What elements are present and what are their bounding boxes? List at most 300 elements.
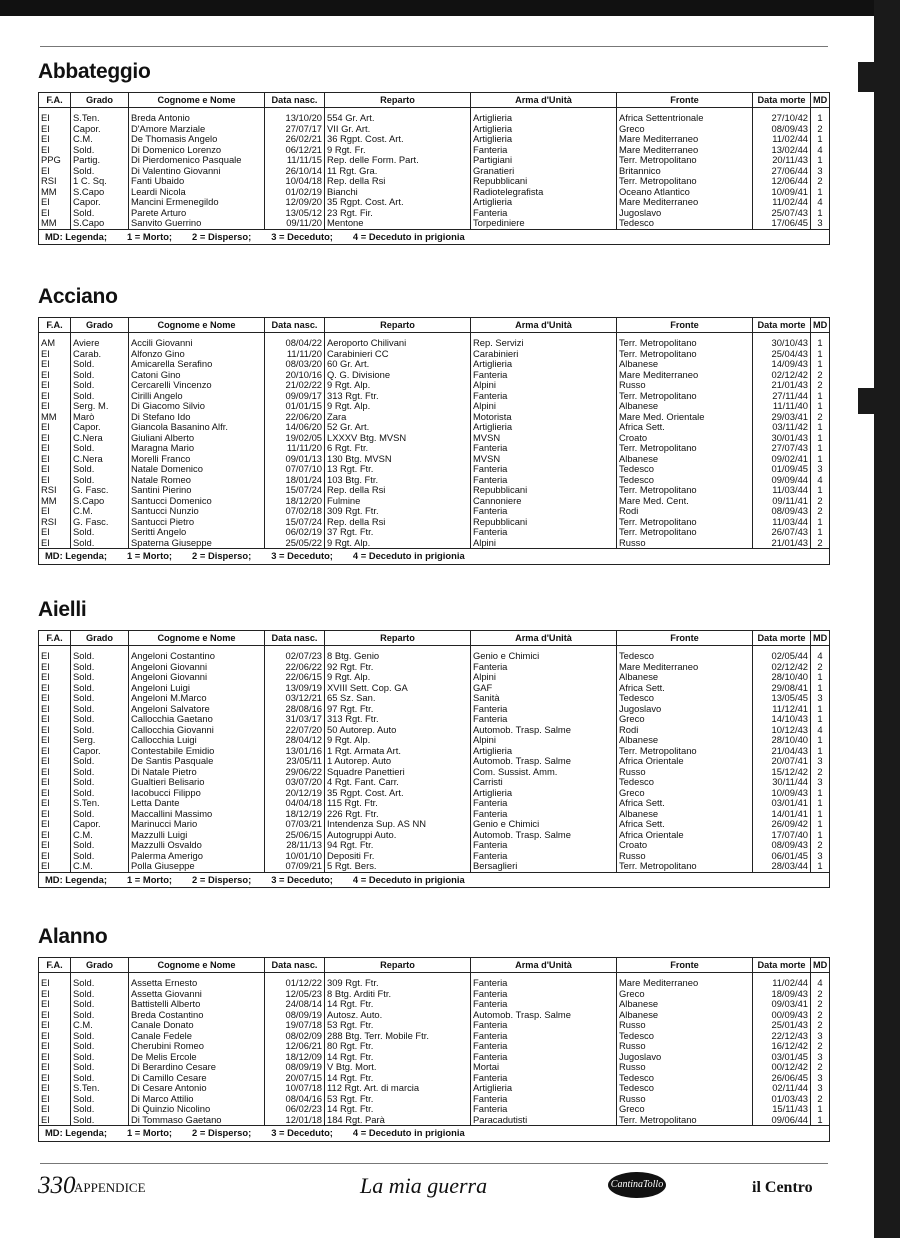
- col-fronte: Tedesco: [617, 1083, 753, 1094]
- col-cognome-nome: Cercarelli Vincenzo: [129, 380, 265, 391]
- col-arma: Fanteria: [471, 989, 617, 1000]
- col-arma: Repubblicani: [471, 176, 617, 187]
- col-fronte: Terr. Metropolitano: [617, 517, 753, 528]
- col-md: 4: [811, 725, 830, 736]
- col-reparto: 313 Rgt. Ftr.: [325, 714, 471, 725]
- col-md: 1: [811, 187, 830, 198]
- column-header-arma: Arma d'Unità: [471, 93, 617, 108]
- col-arma: Genio e Chimici: [471, 819, 617, 830]
- col-cognome-nome: Di Cesare Antonio: [129, 1083, 265, 1094]
- col-md: 1: [811, 155, 830, 166]
- col-fa: RSI: [39, 517, 71, 528]
- col-data-morte: 21/01/43: [753, 380, 811, 391]
- col-md: 1: [811, 422, 830, 433]
- col-fronte: Oceano Atlantico: [617, 187, 753, 198]
- col-reparto: 5 Rgt. Bers.: [325, 861, 471, 872]
- col-data-morte: 02/12/42: [753, 662, 811, 673]
- table-row: [39, 359, 830, 370]
- col-fronte: Albanese: [617, 999, 753, 1010]
- col-data-nasc: 18/12/19: [265, 809, 325, 820]
- col-data-nasc: 03/07/20: [265, 777, 325, 788]
- col-data-nasc: 04/04/18: [265, 798, 325, 809]
- col-data-nasc: 19/07/18: [265, 1020, 325, 1031]
- col-data-nasc: 07/07/10: [265, 464, 325, 475]
- col-fronte: Africa Settentrionale: [617, 108, 753, 124]
- col-reparto: 226 Rgt. Ftr.: [325, 809, 471, 820]
- col-data-morte: 03/01/45: [753, 1052, 811, 1063]
- col-arma: Alpini: [471, 401, 617, 412]
- col-data-morte: 08/09/43: [753, 124, 811, 135]
- table-row: [39, 973, 830, 989]
- col-data-morte: 10/12/43: [753, 725, 811, 736]
- col-data-morte: 12/06/44: [753, 176, 811, 187]
- col-reparto: Rep. delle Form. Part.: [325, 155, 471, 166]
- column-header-data-morte: Data morte: [753, 958, 811, 973]
- col-fa: EI: [39, 683, 71, 694]
- table-row: [39, 412, 830, 423]
- col-fa: EI: [39, 861, 71, 872]
- table-row: [39, 777, 830, 788]
- table-row: [39, 370, 830, 381]
- table-row: [39, 735, 830, 746]
- col-grado: Sold.: [71, 370, 129, 381]
- col-fronte: Jugoslavo: [617, 208, 753, 219]
- col-arma: Genio e Chimici: [471, 646, 617, 662]
- col-cognome-nome: Canale Fedele: [129, 1031, 265, 1042]
- col-cognome-nome: Cherubini Romeo: [129, 1041, 265, 1052]
- col-fronte: Terr. Metropolitano: [617, 746, 753, 757]
- col-fronte: Greco: [617, 1104, 753, 1115]
- col-data-nasc: 09/01/13: [265, 454, 325, 465]
- col-data-morte: 27/06/44: [753, 166, 811, 177]
- col-data-nasc: 08/09/19: [265, 1062, 325, 1073]
- col-data-morte: 25/01/43: [753, 1020, 811, 1031]
- col-reparto: 8 Btg. Genio: [325, 646, 471, 662]
- column-header-cognome-nome: Cognome e Nome: [129, 93, 265, 108]
- table-row: [39, 989, 830, 1000]
- col-fronte: Terr. Metropolitano: [617, 485, 753, 496]
- table-row: [39, 349, 830, 360]
- col-data-morte: 26/07/43: [753, 527, 811, 538]
- col-fa: EI: [39, 777, 71, 788]
- col-reparto: V Btg. Mort.: [325, 1062, 471, 1073]
- col-data-morte: 11/02/44: [753, 134, 811, 145]
- col-grado: Sold.: [71, 1104, 129, 1115]
- col-cognome-nome: Battistelli Alberto: [129, 999, 265, 1010]
- col-fronte: Albanese: [617, 1010, 753, 1021]
- col-grado: Sold.: [71, 788, 129, 799]
- col-data-nasc: 22/06/15: [265, 672, 325, 683]
- col-data-morte: 26/06/45: [753, 1073, 811, 1084]
- col-cognome-nome: Leardi Nicola: [129, 187, 265, 198]
- legend: [39, 549, 830, 565]
- col-cognome-nome: De Thomasis Angelo: [129, 134, 265, 145]
- col-fronte: Tedesco: [617, 1031, 753, 1042]
- column-header-data-nasc: Data nasc.: [265, 93, 325, 108]
- col-cognome-nome: D'Amore Marziale: [129, 124, 265, 135]
- col-fa: EI: [39, 646, 71, 662]
- col-data-nasc: 12/01/18: [265, 1115, 325, 1126]
- col-grado: C.M.: [71, 506, 129, 517]
- table-row: [39, 108, 830, 124]
- col-arma: Fanteria: [471, 370, 617, 381]
- col-md: 1: [811, 798, 830, 809]
- legend-item: MD: Legenda;: [45, 873, 107, 885]
- col-md: 1: [811, 809, 830, 820]
- legend-item: 4 = Deceduto in prigionia: [352, 230, 465, 242]
- col-md: 2: [811, 1094, 830, 1105]
- col-reparto: Aeroporto Chilivani: [325, 333, 471, 349]
- legend-item: 2 = Disperso;: [192, 873, 252, 885]
- col-reparto: 14 Rgt. Ftr.: [325, 1104, 471, 1115]
- col-data-nasc: 07/09/21: [265, 861, 325, 872]
- page-number: 330: [38, 1172, 76, 1199]
- col-fronte: Croato: [617, 433, 753, 444]
- col-data-nasc: 07/02/18: [265, 506, 325, 517]
- column-header-data-morte: Data morte: [753, 93, 811, 108]
- legend-item: 2 = Disperso;: [192, 1127, 252, 1138]
- col-fa: EI: [39, 1010, 71, 1021]
- col-grado: Sold.: [71, 1073, 129, 1084]
- column-header-fronte: Fronte: [617, 93, 753, 108]
- col-fa: EI: [39, 973, 71, 989]
- col-arma: GAF: [471, 683, 617, 694]
- col-grado: Sold.: [71, 208, 129, 219]
- col-grado: S.Capo: [71, 218, 129, 229]
- col-md: 3: [811, 1031, 830, 1042]
- col-md: 2: [811, 124, 830, 135]
- col-cognome-nome: Breda Antonio: [129, 108, 265, 124]
- col-fa: EI: [39, 401, 71, 412]
- col-cognome-nome: Assetta Ernesto: [129, 973, 265, 989]
- col-cognome-nome: Maragna Mario: [129, 443, 265, 454]
- col-data-nasc: 02/07/23: [265, 646, 325, 662]
- col-md: 4: [811, 475, 830, 486]
- col-fronte: Tedesco: [617, 475, 753, 486]
- col-cognome-nome: Angeloni Luigi: [129, 683, 265, 694]
- col-grado: C.M.: [71, 861, 129, 872]
- column-header-reparto: Reparto: [325, 93, 471, 108]
- col-reparto: 103 Btg. Ftr.: [325, 475, 471, 486]
- column-header-cognome-nome: Cognome e Nome: [129, 631, 265, 646]
- col-reparto: 53 Rgt. Ftr.: [325, 1094, 471, 1105]
- col-arma: Paracadutisti: [471, 1115, 617, 1126]
- column-header-reparto: Reparto: [325, 631, 471, 646]
- col-cognome-nome: Breda Costantino: [129, 1010, 265, 1021]
- col-data-morte: 22/12/43: [753, 1031, 811, 1042]
- col-grado: Sold.: [71, 1062, 129, 1073]
- col-data-nasc: 09/09/17: [265, 391, 325, 402]
- col-data-nasc: 26/10/14: [265, 166, 325, 177]
- col-reparto: 23 Rgt. Fir.: [325, 208, 471, 219]
- col-arma: Fanteria: [471, 1020, 617, 1031]
- col-arma: Artiglieria: [471, 108, 617, 124]
- col-reparto: Intendenza Sup. AS NN: [325, 819, 471, 830]
- col-arma: Fanteria: [471, 840, 617, 851]
- table-row: [39, 861, 830, 872]
- col-data-morte: 09/03/41: [753, 999, 811, 1010]
- col-grado: Capor.: [71, 746, 129, 757]
- column-header-grado: Grado: [71, 93, 129, 108]
- col-fa: EI: [39, 454, 71, 465]
- column-header-fronte: Fronte: [617, 631, 753, 646]
- col-fa: EI: [39, 443, 71, 454]
- col-fronte: Terr. Metropolitano: [617, 391, 753, 402]
- column-header-data-nasc: Data nasc.: [265, 958, 325, 973]
- col-cognome-nome: Santucci Nunzio: [129, 506, 265, 517]
- table-row: [39, 1073, 830, 1084]
- table-header-row: [39, 318, 830, 333]
- col-reparto: Bianchi: [325, 187, 471, 198]
- col-fa: EI: [39, 1094, 71, 1105]
- col-md: 2: [811, 1020, 830, 1031]
- col-arma: Automob. Trasp. Salme: [471, 830, 617, 841]
- col-grado: Serg.: [71, 735, 129, 746]
- col-arma: Sanità: [471, 693, 617, 704]
- col-fronte: Africa Orientale: [617, 830, 753, 841]
- section-title-aielli: Aielli: [38, 598, 87, 621]
- col-cognome-nome: Accili Giovanni: [129, 333, 265, 349]
- col-cognome-nome: Letta Dante: [129, 798, 265, 809]
- col-md: 1: [811, 485, 830, 496]
- col-data-nasc: 13/09/19: [265, 683, 325, 694]
- col-reparto: 94 Rgt. Ftr.: [325, 840, 471, 851]
- col-fronte: Tedesco: [617, 777, 753, 788]
- col-cognome-nome: Canale Donato: [129, 1020, 265, 1031]
- col-fronte: Russo: [617, 851, 753, 862]
- column-header-fa: F.A.: [39, 958, 71, 973]
- table-row: [39, 672, 830, 683]
- column-header-fronte: Fronte: [617, 958, 753, 973]
- table-row: [39, 683, 830, 694]
- col-arma: Fanteria: [471, 443, 617, 454]
- col-arma: Fanteria: [471, 704, 617, 715]
- table-row: [39, 517, 830, 528]
- col-fronte: Mare Mediterraneo: [617, 197, 753, 208]
- col-data-morte: 13/02/44: [753, 145, 811, 156]
- col-grado: Sold.: [71, 443, 129, 454]
- section-title-abbateggio: Abbateggio: [38, 60, 151, 83]
- col-reparto: Rep. della Rsi: [325, 485, 471, 496]
- col-data-morte: 15/11/43: [753, 1104, 811, 1115]
- col-fa: EI: [39, 208, 71, 219]
- col-md: 2: [811, 412, 830, 423]
- col-reparto: 80 Rgt. Ftr.: [325, 1041, 471, 1052]
- col-fronte: Albanese: [617, 454, 753, 465]
- table-row: [39, 208, 830, 219]
- col-data-morte: 10/09/41: [753, 187, 811, 198]
- col-md: 1: [811, 517, 830, 528]
- col-reparto: 53 Rgt. Ftr.: [325, 1020, 471, 1031]
- col-reparto: 37 Rgt. Ftr.: [325, 527, 471, 538]
- col-data-morte: 29/03/41: [753, 412, 811, 423]
- col-arma: Repubblicani: [471, 485, 617, 496]
- col-cognome-nome: Di Stefano Ido: [129, 412, 265, 423]
- col-reparto: 184 Rgt. Parà: [325, 1115, 471, 1126]
- col-grado: Sold.: [71, 1115, 129, 1126]
- col-fa: EI: [39, 370, 71, 381]
- table-row: [39, 506, 830, 517]
- col-arma: Automob. Trasp. Salme: [471, 1010, 617, 1021]
- table-row: [39, 809, 830, 820]
- col-cognome-nome: Sanvito Guerrino: [129, 218, 265, 229]
- col-fronte: Terr. Metropolitano: [617, 333, 753, 349]
- col-arma: MVSN: [471, 454, 617, 465]
- col-cognome-nome: Santucci Pietro: [129, 517, 265, 528]
- table-row: [39, 1031, 830, 1042]
- col-md: 3: [811, 464, 830, 475]
- col-fronte: Greco: [617, 788, 753, 799]
- col-arma: Motorista: [471, 412, 617, 423]
- col-data-morte: 01/09/45: [753, 464, 811, 475]
- legend-item: 2 = Disperso;: [192, 550, 252, 561]
- col-md: 1: [811, 454, 830, 465]
- col-fa: RSI: [39, 485, 71, 496]
- col-fa: EI: [39, 999, 71, 1010]
- table-row: [39, 851, 830, 862]
- col-reparto: Squadre Panettieri: [325, 767, 471, 778]
- col-md: 2: [811, 767, 830, 778]
- col-data-nasc: 22/06/22: [265, 662, 325, 673]
- col-cognome-nome: Cirilli Angelo: [129, 391, 265, 402]
- col-data-morte: 21/01/43: [753, 538, 811, 549]
- col-reparto: 97 Rgt. Ftr.: [325, 704, 471, 715]
- col-data-nasc: 08/03/20: [265, 359, 325, 370]
- col-data-morte: 09/11/41: [753, 496, 811, 507]
- col-data-morte: 20/07/41: [753, 756, 811, 767]
- col-cognome-nome: Catoni Gino: [129, 370, 265, 381]
- col-arma: Fanteria: [471, 714, 617, 725]
- col-grado: Sold.: [71, 359, 129, 370]
- col-reparto: 9 Rgt. Alp.: [325, 380, 471, 391]
- col-data-morte: 11/03/44: [753, 517, 811, 528]
- col-data-nasc: 25/06/15: [265, 830, 325, 841]
- col-fronte: Tedesco: [617, 218, 753, 229]
- col-fa: EI: [39, 1020, 71, 1031]
- col-md: 3: [811, 777, 830, 788]
- col-fa: EI: [39, 798, 71, 809]
- column-header-fa: F.A.: [39, 631, 71, 646]
- col-data-nasc: 01/12/22: [265, 973, 325, 989]
- col-data-nasc: 10/01/10: [265, 851, 325, 862]
- col-reparto: 36 Rgpt. Cost. Art.: [325, 134, 471, 145]
- legend-item: 3 = Deceduto;: [271, 873, 333, 885]
- col-fronte: Africa Sett.: [617, 422, 753, 433]
- col-data-nasc: 10/07/18: [265, 1083, 325, 1094]
- col-grado: Sold.: [71, 1094, 129, 1105]
- col-data-nasc: 11/11/15: [265, 155, 325, 166]
- col-arma: Alpini: [471, 538, 617, 549]
- col-grado: Sold.: [71, 683, 129, 694]
- col-fronte: Tedesco: [617, 464, 753, 475]
- col-reparto: 1 Rgt. Armata Art.: [325, 746, 471, 757]
- col-data-morte: 27/11/44: [753, 391, 811, 402]
- col-reparto: Zara: [325, 412, 471, 423]
- col-reparto: 50 Autorep. Auto: [325, 725, 471, 736]
- newspaper-name: il Centro: [752, 1179, 813, 1196]
- col-fronte: Terr. Metropolitano: [617, 527, 753, 538]
- col-md: 4: [811, 197, 830, 208]
- col-arma: Artiglieria: [471, 788, 617, 799]
- col-reparto: 13 Rgt. Ftr.: [325, 464, 471, 475]
- col-fa: EI: [39, 197, 71, 208]
- col-fa: EI: [39, 391, 71, 402]
- col-data-nasc: 12/06/21: [265, 1041, 325, 1052]
- col-arma: Artiglieria: [471, 422, 617, 433]
- table-row: [39, 166, 830, 177]
- col-arma: Fanteria: [471, 973, 617, 989]
- col-grado: Carab.: [71, 349, 129, 360]
- col-grado: Serg. M.: [71, 401, 129, 412]
- col-cognome-nome: Mazzulli Osvaldo: [129, 840, 265, 851]
- col-grado: Sold.: [71, 662, 129, 673]
- scan-right-edge: [874, 0, 900, 1238]
- col-data-morte: 26/09/42: [753, 819, 811, 830]
- col-cognome-nome: Natale Domenico: [129, 464, 265, 475]
- column-header-data-nasc: Data nasc.: [265, 631, 325, 646]
- col-cognome-nome: Fanti Ubaido: [129, 176, 265, 187]
- col-data-nasc: 15/07/24: [265, 485, 325, 496]
- col-md: 1: [811, 746, 830, 757]
- col-cognome-nome: Di Quinzio Nicolino: [129, 1104, 265, 1115]
- col-md: 3: [811, 218, 830, 229]
- table-row: [39, 767, 830, 778]
- col-md: 4: [811, 973, 830, 989]
- col-fa: EI: [39, 714, 71, 725]
- col-fa: EI: [39, 756, 71, 767]
- col-arma: Fanteria: [471, 1031, 617, 1042]
- col-data-nasc: 31/03/17: [265, 714, 325, 725]
- col-data-morte: 17/06/45: [753, 218, 811, 229]
- col-arma: Alpini: [471, 672, 617, 683]
- col-fa: EI: [39, 1073, 71, 1084]
- col-grado: G. Fasc.: [71, 485, 129, 496]
- col-data-nasc: 21/02/22: [265, 380, 325, 391]
- col-data-morte: 28/10/40: [753, 672, 811, 683]
- col-reparto: 554 Gr. Art.: [325, 108, 471, 124]
- col-data-nasc: 20/07/15: [265, 1073, 325, 1084]
- col-fa: MM: [39, 496, 71, 507]
- col-arma: Artiglieria: [471, 197, 617, 208]
- col-fronte: Albanese: [617, 359, 753, 370]
- col-md: 3: [811, 166, 830, 177]
- col-reparto: VII Gr. Art.: [325, 124, 471, 135]
- col-data-nasc: 28/04/12: [265, 735, 325, 746]
- legend-item: 4 = Deceduto in prigionia: [352, 550, 465, 561]
- col-arma: Fanteria: [471, 851, 617, 862]
- table-row: [39, 693, 830, 704]
- col-fronte: Terr. Metropolitano: [617, 443, 753, 454]
- table-header-row: [39, 958, 830, 973]
- section-title-alanno: Alanno: [38, 925, 108, 948]
- col-grado: Sold.: [71, 767, 129, 778]
- col-grado: Sold.: [71, 840, 129, 851]
- col-reparto: 130 Btg. MVSN: [325, 454, 471, 465]
- register-table-alanno: [38, 957, 830, 1142]
- col-data-morte: 21/04/43: [753, 746, 811, 757]
- col-arma: Automob. Trasp. Salme: [471, 756, 617, 767]
- col-cognome-nome: Di Tommaso Gaetano: [129, 1115, 265, 1126]
- col-cognome-nome: Santini Pierino: [129, 485, 265, 496]
- col-cognome-nome: Contestabile Emidio: [129, 746, 265, 757]
- col-arma: Fanteria: [471, 1073, 617, 1084]
- col-data-nasc: 08/09/19: [265, 1010, 325, 1021]
- col-grado: Sold.: [71, 391, 129, 402]
- col-fa: EI: [39, 124, 71, 135]
- col-grado: Capor.: [71, 124, 129, 135]
- col-cognome-nome: Marinucci Mario: [129, 819, 265, 830]
- table-row: [39, 1041, 830, 1052]
